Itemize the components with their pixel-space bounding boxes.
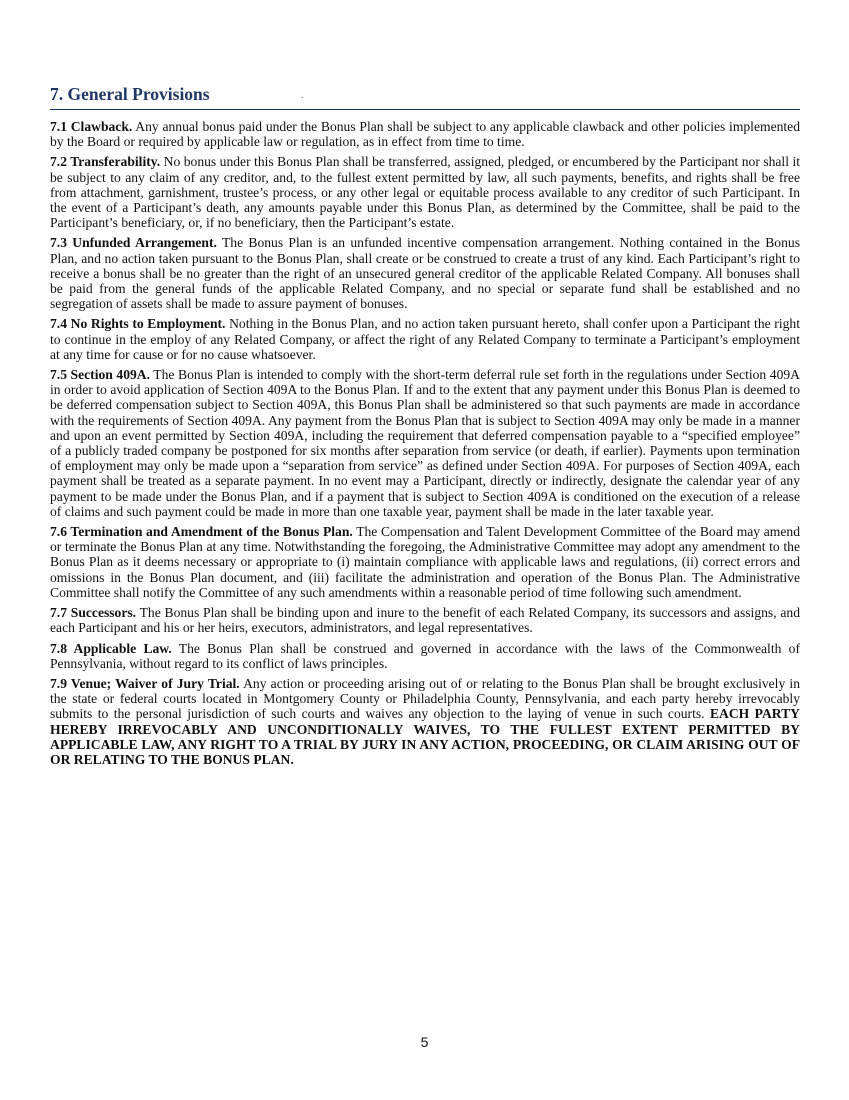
section-body: Nothing in the Bonus Plan, and no action taken pursuant hereto, shall confer upon a Participant the right to continue in the employ of any Related Company, or affect the right of any Related Company to terminate a Participant’s employment at any time for cause or for no cause whatsoever.: [50, 316, 800, 362]
section-title: 7.6 Termination and Amendment of the Bonus Plan.: [50, 524, 353, 540]
page-number: 5: [420, 1034, 429, 1050]
section-body: The Bonus Plan shall be binding upon and inure to the benefit of each Related Company, its successors and assigns, and each Participant and his or her heirs, executors, administrators, and legal representatives.: [50, 605, 800, 636]
section-heading-text: 7. General Provisions: [50, 84, 210, 104]
jury-waiver-emphasis: EACH PARTY HEREBY IRREVOCABLY AND UNCONDITIONALLY WAIVES, TO THE FULLEST EXTENT PERMITTED BY APPLICABLE LAW, ANY RIGHT TO A TRIAL BY JURY IN ANY ACTION, PROCEEDING, OR CLAIM ARISING OUT OF OR RELATING TO THE BONUS PLAN.: [50, 706, 800, 767]
section-title: 7.3 Unfunded Arrangement.: [50, 235, 217, 251]
section-body: No bonus under this Bonus Plan shall be transferred, assigned, pledged, or encumbered by the Participant nor shall it be subject to any claim of any creditor, and, to the fullest extent permitted by law, all such payments, benefits, and rights shall be free from attachment, garnishment, trustee’s process, or any other legal or equitable process available to any creditor of such Participant. In the event of a Participant’s death, any amounts payable under this Bonus Plan, as determined by the Committee, shall be paid to the Participant’s beneficiary, or, if no beneficiary, then the Participant’s estate.: [50, 154, 800, 231]
stray-mark: .: [301, 90, 304, 100]
section-title: 7.5 Section 409A.: [50, 367, 150, 383]
document-page: [50, 84, 800, 767]
section-7-8-applicable-law: [50, 641, 800, 671]
section-title: 7.8 Applicable Law.: [50, 640, 172, 656]
section-body: The Bonus Plan shall be construed and governed in accordance with the laws of the Commonwealth of Pennsylvania, without regard to its conflict of laws principles.: [50, 640, 800, 671]
section-7-4-no-rights-to-employment: [50, 316, 800, 362]
section-body: Any annual bonus paid under the Bonus Plan shall be subject to any applicable clawback and other policies implemented by the Board or required by applicable law or regulation, as in effect from time to time.: [50, 119, 801, 150]
section-body: The Bonus Plan is intended to comply with the short-term deferral rule set forth in the regulations under Section 409A in order to avoid application of Section 409A to the Bonus Plan. If and to the extent that any payment under this Bonus Plan is deemed to be deferred compensation subject to Section 409A, this Bonus Plan shall be administered so that such payments are made in accordance with the requirements of Section 409A. Any payment from the Bonus Plan that is subject to Section 409A may only be made in a manner and upon an event permitted by Section 409A, including the requirement that deferred compensation payable to a “specified employee” of a publicly traded company be postponed for six months after separation from service (or death, if earlier). Payments upon termination of employment may only be made upon a “separation from service” as defined under Section 409A. For purposes of Section 409A, each payment shall be treated as a separate payment. In no event may a Participant, directly or indirectly, designate the calendar year of any payment to be made under the Bonus Plan, and if a payment that is subject to Section 409A is conditioned on the execution of a release of claims and such payment could be made in more than one taxable year, payment shall be made in the later taxable year.: [50, 367, 800, 519]
section-heading: [50, 84, 800, 110]
section-title: 7.1 Clawback.: [50, 119, 133, 134]
section-body: The Bonus Plan is an unfunded incentive compensation arrangement. Nothing contained in the Bonus Plan, and no action taken pursuant to the Bonus Plan, shall create or be construed to create a trust of any kind. Each Participant’s right to receive a bonus shall be no greater than the right of an unsecured general creditor of the applicable Related Company. All bonuses shall be paid from the general funds of the applicable Related Company, and no special or separate fund shall be established and no segregation of assets shall be made to assure payment of bonuses.: [50, 235, 800, 312]
section-7-6-termination-and-amendment: [50, 524, 800, 600]
section-7-1-clawback: [50, 119, 800, 149]
section-7-7-successors: [50, 605, 800, 635]
section-body: The Compensation and Talent Development Committee of the Board may amend or terminate the Bonus Plan at any time. Notwithstanding the foregoing, the Administrative Committee may adopt any amendment to the Bonus Plan as it deems necessary or appropriate to (i) maintain compliance with applicable laws and regulations, (ii) correct errors and omissions in the Bonus Plan document, and (iii) facilitate the administration and operation of the Bonus Plan. The Administrative Committee shall notify the Committee of any such amendments within a reasonable period of time following such amendment.: [50, 524, 800, 600]
section-title: 7.2 Transferability.: [50, 154, 161, 170]
section-7-9-venue-waiver-of-jury-trial: [50, 676, 800, 767]
section-body: Any action or proceeding arising out of or relating to the Bonus Plan shall be brought exclusively in the state or federal courts located in Montgomery County or Philadelphia County, Pennsylvania, and each party hereby irrevocably submits to the personal jurisdiction of such courts and waives any objection to the laying of venue in such courts.: [50, 675, 800, 722]
section-title: 7.7 Successors.: [50, 605, 137, 621]
section-7-5-section-409a: [50, 367, 800, 519]
section-title: 7.4 No Rights to Employment.: [50, 316, 226, 332]
section-7-3-unfunded-arrangement: [50, 235, 800, 311]
section-7-2-transferability: [50, 154, 800, 230]
section-title: 7.9 Venue; Waiver of Jury Trial.: [50, 675, 240, 691]
